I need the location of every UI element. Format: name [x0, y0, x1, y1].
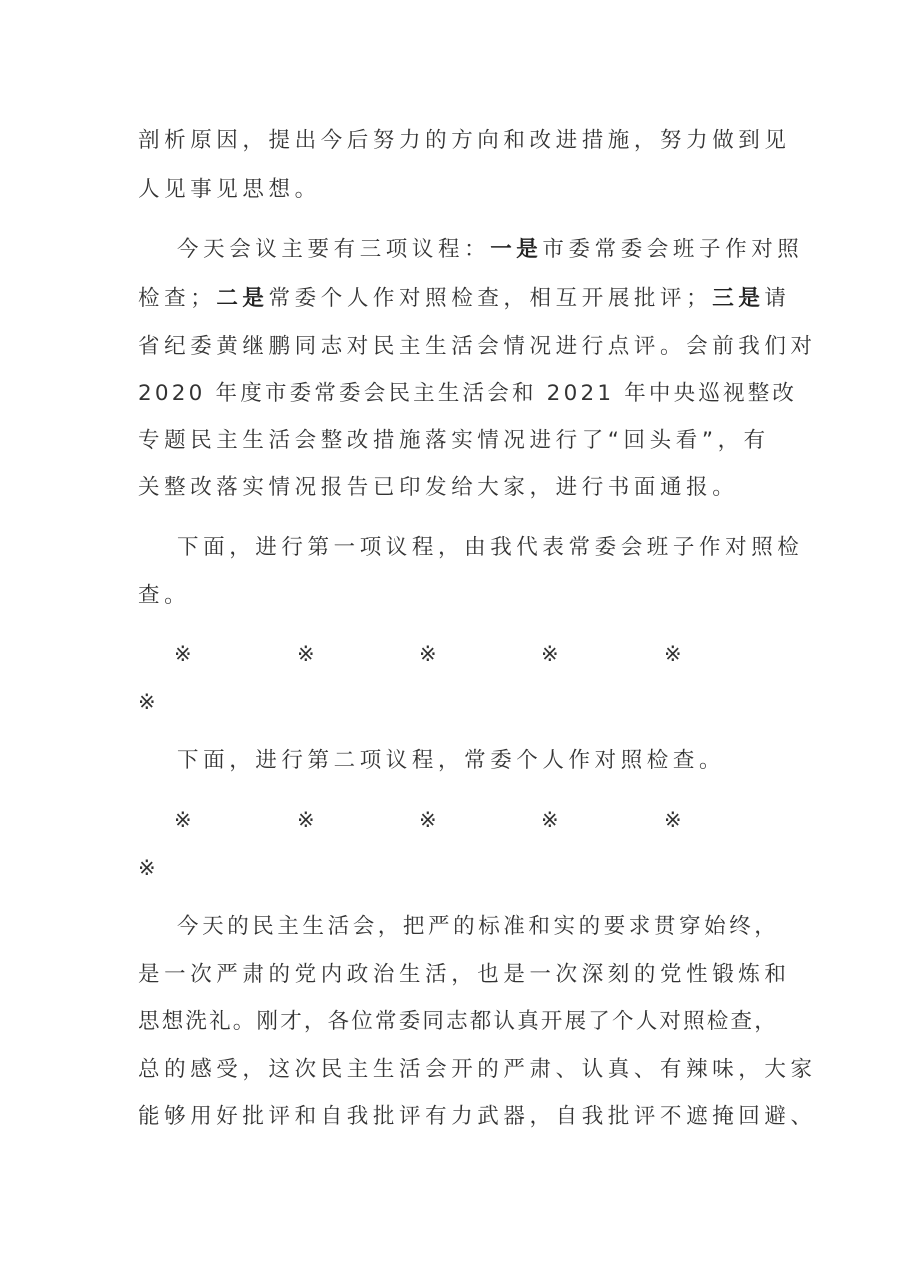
- separator-mark: ※: [541, 642, 559, 666]
- paragraph-line: 查。: [138, 583, 191, 608]
- agenda-item-one-text: 市委常委会班子作对照: [542, 237, 804, 262]
- paragraph-line: 人见事见思想。: [138, 177, 321, 202]
- separator-mark: ※: [174, 808, 192, 832]
- agenda-item-two-text: 常委个人作对照检查，相互开展批评；: [268, 286, 713, 311]
- paragraph-line: 思想洗礼。刚才，各位常委同志都认真开展了个人对照检查，: [138, 1009, 778, 1034]
- separator-mark: ※: [297, 808, 315, 832]
- paragraph-line: 下面，进行第二项议程，常委个人作对照检查。: [177, 748, 726, 773]
- paragraph-line: 专题民主生活会整改措施落实情况进行了“回头看”，有: [138, 428, 770, 453]
- separator-mark: ※: [174, 642, 192, 666]
- paragraph-line: 总的感受，这次民主生活会开的严肃、认真、有辣味，大家: [138, 1057, 817, 1082]
- paragraph-line: 能够用好批评和自我批评有力武器，自我批评不遮掩回避、: [138, 1104, 817, 1129]
- separator-mark: ※: [138, 690, 156, 714]
- paragraph-line: 关整改落实情况报告已印发给大家，进行书面通报。: [138, 475, 739, 500]
- agenda-item-three-label: 三是: [712, 286, 765, 311]
- agenda-intro: 今天会议主要有三项议程：: [177, 237, 491, 262]
- separator-mark: ※: [541, 808, 559, 832]
- separator-mark: ※: [664, 808, 682, 832]
- paragraph-line: 今天的民主生活会，把严的标准和实的要求贯穿始终，: [177, 914, 780, 939]
- separator-mark: ※: [419, 808, 437, 832]
- agenda-item-two-label: 二是: [216, 286, 269, 311]
- separator-mark: ※: [419, 642, 437, 666]
- agenda-item-three-text: 请: [764, 286, 791, 311]
- paragraph-line: 是一次严肃的党内政治生活，也是一次深刻的党性锻炼和: [138, 962, 791, 987]
- separator-mark: ※: [297, 642, 315, 666]
- agenda-item-one-label: 一是: [490, 237, 543, 262]
- paragraph-line: 下面，进行第一项议程，由我代表常委会班子作对照检: [177, 535, 804, 560]
- agenda-line: [177, 234, 817, 266]
- paragraph-line: 2020 年度市委常委会民主生活会和 2021 年中央巡视整改: [138, 381, 798, 406]
- paragraph-line: 剖析原因，提出今后努力的方向和改进措施，努力做到见: [138, 128, 791, 153]
- agenda-item-one-end: 检查；: [138, 286, 217, 311]
- separator-mark: ※: [138, 856, 156, 880]
- separator-mark: ※: [664, 642, 682, 666]
- agenda-line: [138, 283, 791, 315]
- paragraph-line: 省纪委黄继鹏同志对民主生活会情况进行点评。会前我们对: [138, 334, 817, 359]
